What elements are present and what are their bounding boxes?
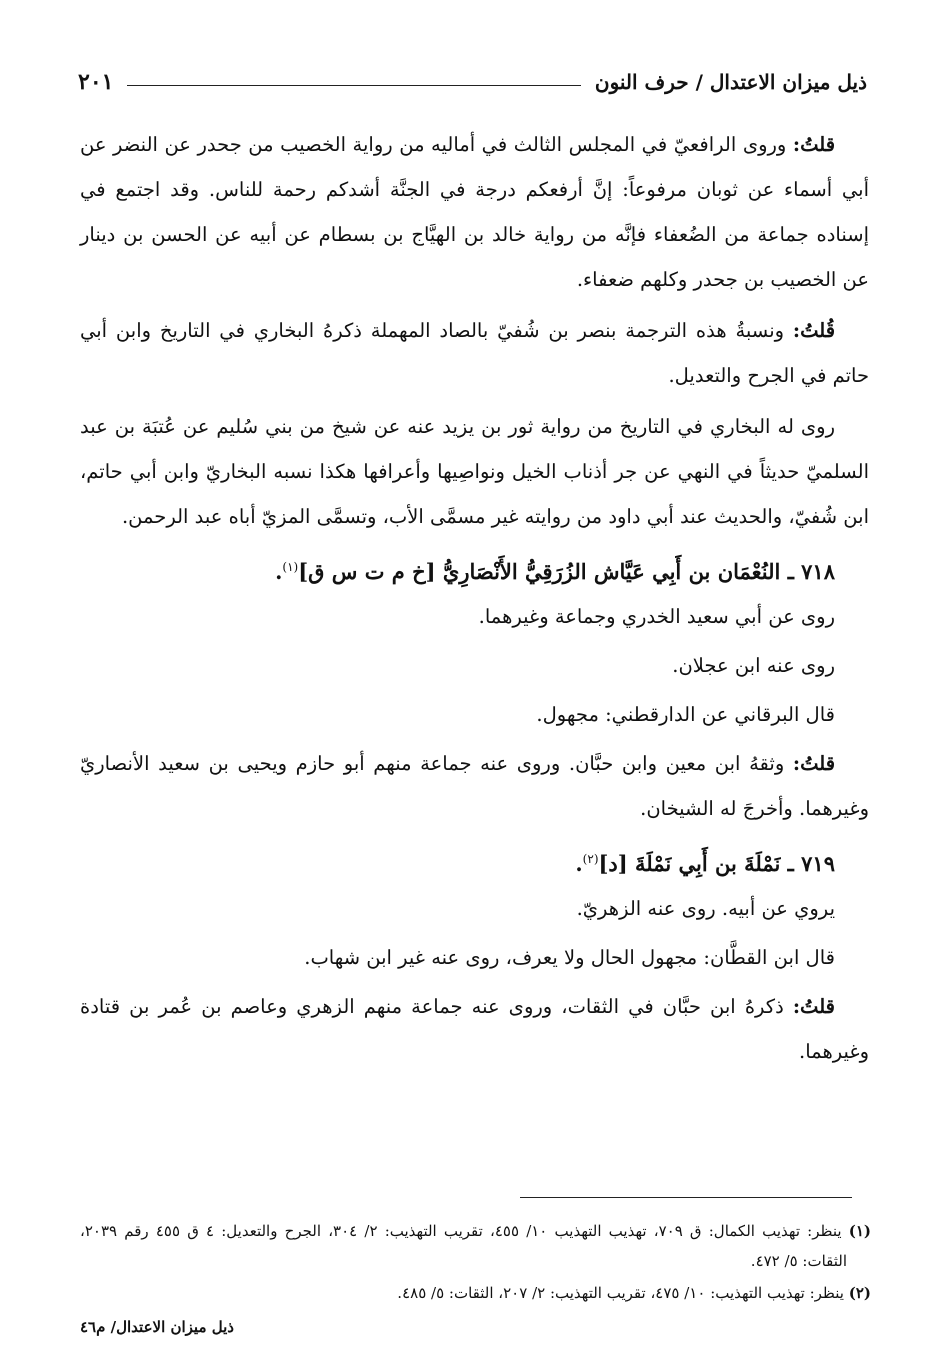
entry-line: قال البرقاني عن الدارقطني: مجهول.	[536, 703, 835, 726]
footnote	[80, 1278, 871, 1308]
page-number: ٢٠١	[78, 69, 114, 95]
footnote-ref: (٢)	[582, 852, 599, 866]
paragraph	[80, 741, 869, 831]
paragraph-text: ونسبةُ هذه الترجمة بنصر بن شُفيّ بالصاد المهملة ذكرهُ البخاري في التاريخ وابن أبي حاتم في الجرح والتعديل.	[80, 319, 869, 387]
entry-title: ٧١٩ ـ نَمْلَةَ بن أَبِي نَمْلَةَ [د]	[598, 851, 835, 876]
footnote	[80, 1216, 871, 1276]
footnote-ref: (١)	[282, 560, 299, 574]
footnote-text: ينظر: تهذيب التهذيب: ١٠/ ٤٧٥، تقريب التهذيب: ٢/ ٢٠٧، الثقات: ٥/ ٤٨٥.	[397, 1284, 844, 1302]
signature-mark: ذيل ميزان الاعتدال/ م٤٦	[80, 1318, 234, 1336]
footnote-text: ينظر: تهذيب الكمال: ق ٧٠٩، تهذيب التهذيب ١٠/ ٤٥٥، تقريب التهذيب: ٢/ ٣٠٤، الجرح والتعديل: ٤ ق ٤٥٥ رقم ٢٠٣٩، الثقات: ٥/ ٤٧٢.	[80, 1222, 847, 1270]
paragraph-text: وروى الرافعيّ في المجلس الثالث في أماليه من رواية الخصيب من جحدر عن النضر عن أبي أسماء عن ثوبان مرفوعاً: إنَّ أرفعكم درجة في الجنَّة أشدكم رحمة للناس. وقد اجتمع في إسناده جماعة من الضُعفاء فإنَّه من رواية خالد بن الهيَّاج بن بسطام عن أبيه عن الحسن بن دينار عن الخصيب بن جحدر وكلهم ضعفاء.	[80, 133, 869, 291]
paragraph	[80, 984, 869, 1074]
paragraph-lead: قُلتُ:	[792, 319, 836, 342]
paragraph-text: روى له البخاري في التاريخ من رواية ثور بن يزيد عنه عن شيخ من بني سُليم عن عُتبَة بن عبد السلميّ حديثاً في النهي عن جر أذناب الخيل ونواصِيها وأعرافها هكذا نسبه البخاريّ وابن أبي حاتم، ابن شُفيّ، والحديث عند أبي داود من روايته غير مسمَّى الأب، وتسمَّى المزيّ أباه عبد الرحمن.	[80, 415, 869, 528]
entry-heading-718: ٧١٨ ـ النُعْمَان بن أَبِي عَيَّاش الزُرَقِيُّ الأَنْصَارِيُّ [خ م ت س ق]$^{(١)}$.	[275, 559, 835, 584]
footnote-rule	[520, 1197, 852, 1198]
paragraph	[80, 308, 869, 398]
paragraph-text: ذكرهُ ابن حبَّان في الثقات، وروى عنه جماعة منهم الزهري وعاصم بن عُمر بن قتادة وغيرهما.	[80, 995, 869, 1063]
entry-line: يروي عن أبيه. روى عنه الزهريّ.	[576, 897, 835, 920]
paragraph-lead: قلتُ:	[792, 133, 836, 156]
paragraph-text: وثقهُ ابن معين وابن حبَّان. وروى عنه جماعة منهم أبو حازم ويحيى بن سعيد الأنصاريّ وغيرهما. وأخرجَ له الشيخان.	[80, 752, 869, 820]
footnotes	[80, 1216, 871, 1310]
main-text	[80, 122, 869, 1080]
footnote-number: (١)	[848, 1222, 871, 1240]
paragraph-lead: قلتُ:	[792, 752, 836, 775]
header-rule	[127, 85, 580, 86]
running-title: ذيل ميزان الاعتدال / حرف النون	[594, 70, 867, 94]
entry-heading-719: ٧١٩ ـ نَمْلَةَ بن أَبِي نَمْلَةَ [د]$^{(٢)}$.	[575, 851, 835, 876]
entry-line: روى عن أبي سعيد الخدري وجماعة وغيرهما.	[478, 605, 835, 628]
entry-line: قال ابن القطَّان: مجهول الحال ولا يعرف، روى عنه غير ابن شهاب.	[304, 946, 835, 969]
entry-line: روى عنه ابن عجلان.	[672, 654, 835, 677]
running-header	[78, 62, 867, 102]
footnote-number: (٢)	[848, 1284, 871, 1302]
entry-title: ٧١٨ ـ النُعْمَان بن أَبِي عَيَّاش الزُرَقِيُّ الأَنْصَارِيُّ [خ م ت س ق]	[298, 559, 835, 584]
paragraph	[80, 404, 869, 539]
paragraph	[80, 122, 869, 302]
paragraph-lead: قلتُ:	[792, 995, 835, 1018]
